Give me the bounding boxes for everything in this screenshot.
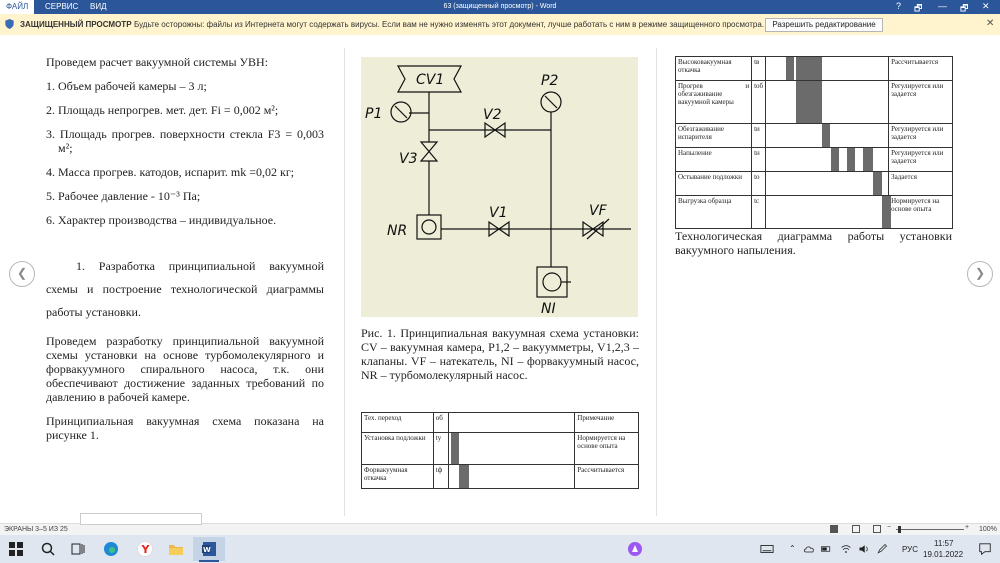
- table-timeline-cell: [766, 57, 889, 81]
- web-layout-icon[interactable]: [873, 525, 881, 533]
- close-bar-icon[interactable]: ✕: [986, 18, 995, 29]
- table-header: Примечание: [575, 413, 639, 433]
- windows-start-icon[interactable]: [8, 541, 24, 557]
- table-cell: Рассчитывается: [889, 57, 953, 81]
- section-heading: 1. Разработка принципиальной вакуумной схемы и построение технологической диаграммы работы установки.: [46, 259, 324, 319]
- page-count: ЭКРАНЫ 3–5 ИЗ 25: [4, 526, 68, 533]
- zoom-slider-thumb[interactable]: [898, 526, 901, 533]
- list-item: 1. Объем рабочей камеры – 3 л;: [46, 79, 207, 93]
- timeline-bar: [796, 81, 822, 123]
- table-cell: Установка подложки: [362, 433, 434, 465]
- close-window-button[interactable]: ✕: [982, 1, 990, 11]
- table-cell: Прогрев и обезгаживание вакуумной камеры: [676, 81, 752, 124]
- list-item: 5. Рабочее давление - 10⁻³ Па;: [46, 189, 201, 203]
- pen-icon[interactable]: [876, 541, 888, 557]
- timeline-bar: [796, 57, 822, 80]
- label-v2: V2: [483, 107, 502, 123]
- intro-line: Проведем расчет вакуумной системы УВН:: [46, 55, 269, 69]
- label-ni: NI: [541, 301, 556, 317]
- restore-button[interactable]: 🗗: [960, 3, 969, 13]
- zoom-out-icon[interactable]: −: [887, 524, 892, 531]
- list-item: 4. Масса прогрев. катодов, испарит. mk =0,02 кг;: [46, 165, 295, 179]
- label-vf: VF: [589, 203, 607, 219]
- alice-assistant-icon[interactable]: [627, 541, 643, 557]
- table-timeline-cell: [766, 172, 889, 196]
- table-cell: tу: [433, 433, 448, 465]
- table-cell: Регулируется или задается: [889, 148, 953, 172]
- body-paragraph: Принципиальная вакуумная схема показана на рисунке 1.: [46, 414, 324, 442]
- vacuum-scheme-diagram: [361, 57, 638, 317]
- table-cell: Высоковакуумная откачка: [676, 57, 752, 81]
- table-timeline-cell: [448, 433, 574, 465]
- table-cell: Остывание подложки: [676, 172, 752, 196]
- table-timeline-cell: [766, 81, 889, 124]
- table-cell: Выгрузка образца: [676, 196, 752, 229]
- wifi-icon[interactable]: [840, 541, 852, 557]
- volume-icon[interactable]: [858, 541, 870, 557]
- timeline-bar: [873, 172, 882, 195]
- table-timeline-cell: [766, 124, 889, 148]
- table-cell: tв: [752, 57, 766, 81]
- table-cell: Напыление: [676, 148, 752, 172]
- table-cell: tоб: [752, 81, 766, 124]
- cloud-icon[interactable]: [803, 541, 815, 557]
- active-app-indicator: [199, 560, 219, 562]
- print-layout-icon[interactable]: [852, 525, 860, 533]
- table-timeline-cell: [766, 196, 889, 229]
- minimize-button[interactable]: —: [938, 1, 947, 11]
- label-v1: V1: [489, 205, 508, 221]
- svg-text:W: W: [203, 546, 211, 554]
- turbo-pump-symbol: [417, 215, 441, 239]
- enable-editing-button[interactable]: Разрешить редактирование: [765, 18, 883, 32]
- next-page-arrow-icon[interactable]: ❯: [967, 261, 993, 287]
- help-button[interactable]: ?: [896, 1, 902, 11]
- list-item: 3. Площадь прогрев. поверхности стекла F3 = 0,003 м²;: [46, 127, 324, 155]
- tray-expand-icon[interactable]: ⌃: [789, 544, 796, 553]
- figure-caption: Рис. 1. Принципиальная вакуумная схема установки: CV – вакуумная камера, P1,2 – вакуумметры, V1,2,3 – клапаны. VF – натекатель, NI – форвакуумный насос, NR – турбомолекулярный насос.: [361, 326, 639, 382]
- table-cell: tф: [433, 465, 448, 489]
- table-cell: tо: [752, 172, 766, 196]
- table-cell: Регулируется или задается: [889, 81, 953, 124]
- table-cell: tн: [752, 148, 766, 172]
- label-p1: P1: [365, 106, 383, 122]
- keyboard-icon[interactable]: [760, 541, 774, 557]
- tab-view[interactable]: ВИД: [90, 2, 107, 11]
- protected-view-label: ЗАЩИЩЕННЫЙ ПРОСМОТР: [20, 20, 132, 29]
- title-bar: [0, 0, 1000, 14]
- list-item: 2. Площадь непрогрев. мет. дет. Fi = 0,002 м²;: [46, 103, 279, 117]
- search-icon[interactable]: [40, 541, 56, 557]
- word-app-icon[interactable]: [201, 541, 217, 557]
- edge-browser-icon[interactable]: [103, 541, 119, 557]
- label-nr: NR: [387, 223, 408, 239]
- task-view-icon[interactable]: [70, 541, 86, 557]
- table-cell: Рассчитывается: [575, 465, 639, 489]
- label-p2: P2: [541, 73, 559, 89]
- timeline-bar: [822, 124, 830, 147]
- valve-v3-symbol: [421, 142, 437, 161]
- taskbar: [0, 535, 1000, 563]
- timeline-bar: [831, 148, 839, 171]
- timeline-bar: [863, 148, 873, 171]
- shield-icon: [5, 19, 14, 29]
- timeline-bar: [882, 196, 891, 228]
- window-title: 63 (защищенный просмотр) - Word: [443, 3, 557, 10]
- page-1-text: [46, 55, 324, 442]
- table-cell: Регулируется или задается: [889, 124, 953, 148]
- clock-time[interactable]: 11:57: [934, 539, 954, 548]
- zoom-level[interactable]: 100%: [979, 526, 997, 533]
- tab-service[interactable]: СЕРВИС: [45, 2, 79, 11]
- process-table-2: [675, 56, 953, 229]
- input-language[interactable]: РУС: [902, 545, 919, 554]
- table-cell: Форвакуумная откачка: [362, 465, 434, 489]
- tab-file[interactable]: ФАЙЛ: [0, 0, 34, 14]
- zoom-in-icon[interactable]: +: [965, 524, 970, 531]
- label-cv: CV1: [416, 72, 445, 88]
- table-timeline-cell: [766, 148, 889, 172]
- timeline-bar: [847, 148, 855, 171]
- protected-view-message: Будьте осторожны: файлы из Интернета могут содержать вирусы. Если вам не нужно изменять этот документ, лучше работать с ним в режиме защищенного просмотра.: [134, 20, 765, 29]
- svg-text:Y: Y: [141, 543, 150, 556]
- list-item: 6. Характер производства – индивидуальное.: [46, 213, 277, 227]
- page-separator: [344, 48, 345, 516]
- file-explorer-icon[interactable]: [168, 541, 184, 557]
- yandex-browser-icon[interactable]: [137, 541, 153, 557]
- body-paragraph: Проведем разработку принципиальной вакуумной схемы установки на основе турбомолекулярного и форвакуумного спирального насоса, т.к. они обеспечивают достижение заданных требований по давлению в рабочей камере.: [46, 334, 324, 404]
- vacuum-scheme-figure: [361, 57, 638, 317]
- zoom-slider[interactable]: [896, 529, 964, 530]
- timeline-bar: [786, 57, 794, 80]
- prev-page-arrow-icon[interactable]: ❮: [9, 261, 35, 287]
- notifications-icon[interactable]: [978, 541, 992, 557]
- table-cell: Нормируется на основе опыта: [889, 196, 953, 229]
- label-v3: V3: [399, 151, 418, 167]
- process-table-1: [361, 412, 639, 489]
- horizontal-scrollbar[interactable]: [80, 513, 202, 525]
- table-cell: Обезгаживание испарителя: [676, 124, 752, 148]
- table-cell: Нормируется на основе опыта: [575, 433, 639, 465]
- table-cell: tс: [752, 196, 766, 229]
- table-header: Тех. переход: [362, 413, 434, 433]
- timeline-bar: [451, 433, 459, 464]
- battery-icon[interactable]: [820, 541, 832, 557]
- table-header: об: [433, 413, 448, 433]
- page-separator: [656, 48, 657, 516]
- ribbon-display-button[interactable]: 🗗: [914, 3, 923, 13]
- table-cell: tи: [752, 124, 766, 148]
- table-timeline-cell: [448, 465, 574, 489]
- diagram-caption: Технологическая диаграмма работы установки вакуумного напыления.: [675, 229, 952, 257]
- timeline-bar: [459, 465, 469, 488]
- protected-view-bar: [0, 14, 1000, 36]
- table-cell: Задается: [889, 172, 953, 196]
- clock-date[interactable]: 19.01.2022: [923, 550, 964, 559]
- table-timeline-cell: [448, 413, 574, 433]
- read-mode-icon[interactable]: [830, 525, 838, 533]
